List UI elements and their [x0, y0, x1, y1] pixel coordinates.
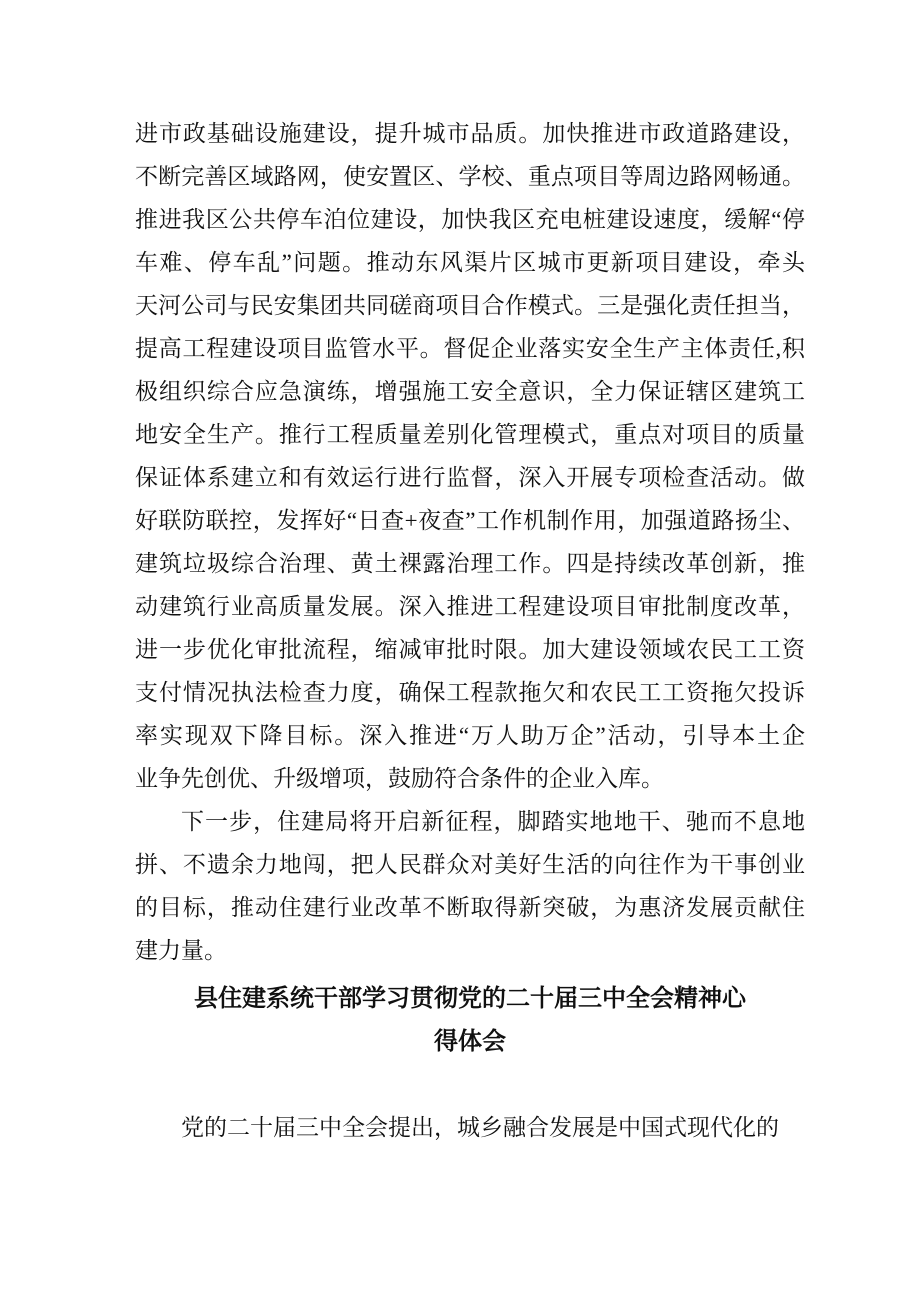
body-line: 业争先创优、升级增项，鼓励符合条件的企业入库。 — [135, 766, 664, 791]
body-line: 提高工程建设项目监管水平。督促企业落实安全生产主体责任,积 — [135, 336, 805, 361]
body-line: 好联防联控，发挥好“日查+夜查”工作机制作用，加强道路扬尘、 — [135, 508, 805, 533]
article-heading-line: 县住建系统干部学习贯彻党的二十届三中全会精神心 — [194, 985, 746, 1012]
body-line: 极组织综合应急演练，增强施工安全意识，全力保证辖区建筑工 — [135, 379, 805, 404]
text-block — [135, 112, 805, 1149]
body-line: 建筑垃圾综合治理、黄土裸露治理工作。四是持续改革创新，推 — [135, 551, 805, 576]
body-line: 天河公司与民安集团共同磋商项目合作模式。三是强化责任担当， — [135, 293, 805, 318]
body-line: 进一步优化审批流程，缩减审批时限。加大建设领域农民工工资 — [135, 637, 805, 662]
body-line: 率实现双下降目标。深入推进“万人助万企”活动，引导本土企 — [135, 723, 805, 748]
body-line: 的目标，推动住建行业改革不断取得新突破，为惠济发展贡献住 — [135, 895, 805, 920]
body-line: 进市政基础设施建设，提升城市品质。加快推进市政道路建设， — [135, 121, 805, 146]
body-line: 下一步，住建局将开启新征程，脚踏实地地干、驰而不息地 — [181, 809, 805, 834]
body-line: 党的二十届三中全会提出，城乡融合发展是中国式现代化的 — [181, 1115, 779, 1140]
body-line: 动建筑行业高质量发展。深入推进工程建设项目审批制度改革， — [135, 594, 805, 619]
body-line: 拼、不遗余力地闯，把人民群众对美好生活的向往作为干事创业 — [135, 852, 805, 877]
body-line: 车难、停车乱”问题。推动东风渠片区城市更新项目建设，牵头 — [135, 250, 805, 275]
body-line: 不断完善区域路网，使安置区、学校、重点项目等周边路网畅通。 — [135, 164, 805, 189]
body-line: 保证体系建立和有效运行进行监督，深入开展专项检查活动。做 — [135, 465, 805, 490]
body-line: 支付情况执法检查力度，确保工程款拖欠和农民工工资拖欠投诉 — [135, 680, 805, 705]
body-line: 地安全生产。推行工程质量差别化管理模式，重点对项目的质量 — [135, 422, 805, 447]
blank-line — [135, 1063, 805, 1106]
body-line: 推进我区公共停车泊位建设，加快我区充电桩建设速度，缓解“停 — [135, 207, 805, 232]
article-heading-line: 得体会 — [434, 1028, 506, 1055]
body-line: 建力量。 — [135, 938, 227, 963]
